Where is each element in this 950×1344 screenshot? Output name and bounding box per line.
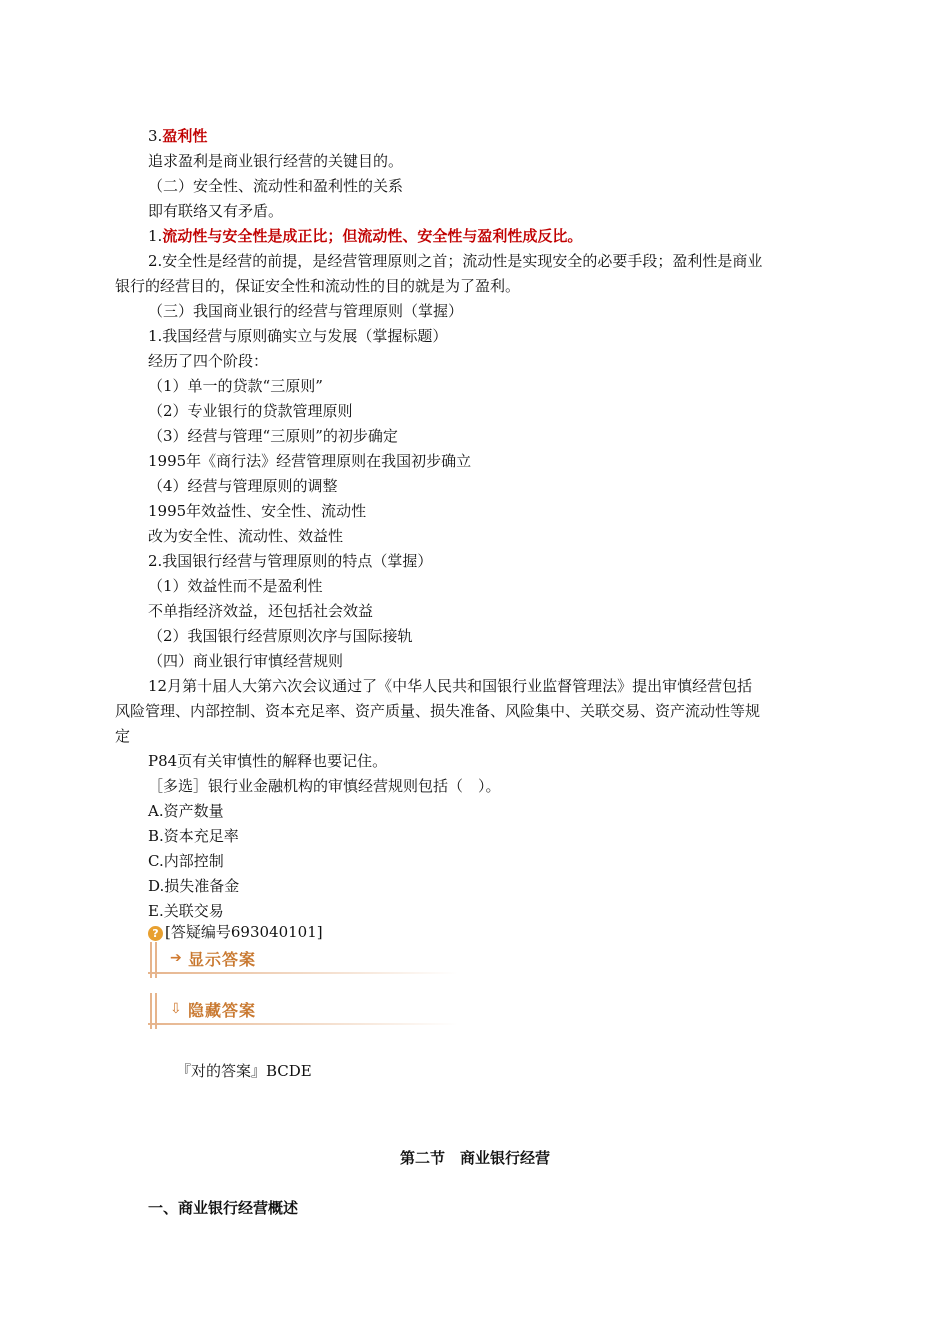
answer-id: [答疑编号693040101]: [165, 923, 323, 941]
text-line: 1995年效益性、安全性、流动性: [148, 502, 367, 520]
subsection-title: 一、商业银行经营概述: [148, 1199, 299, 1217]
text-line: （1）单一的贷款“三原则”: [148, 377, 323, 395]
text-line: （2）我国银行经营原则次序与国际接轨: [148, 627, 413, 645]
text-line: 风险管理、内部控制、资本充足率、资产质量、损失准备、风险集中、关联交易、资产流动性等规: [115, 702, 761, 720]
text-line: （1）效益性而不是盈利性: [148, 577, 323, 595]
text-line: 追求盈利是商业银行经营的关键目的。: [148, 152, 404, 170]
text-line: 银行的经营目的，保证安全性和流动性的目的就是为了盈利。: [115, 277, 521, 295]
show-answer-button[interactable]: [148, 942, 458, 978]
show-answer-label: 显示答案: [188, 950, 257, 969]
text-line: 即有联络又有矛盾。: [148, 202, 284, 220]
highlight-line: 1.流动性与安全性是成正比；但流动性、安全性与盈利性成反比。: [148, 227, 583, 245]
option-c: C.内部控制: [148, 852, 224, 870]
text-line: 经历了四个阶段：: [148, 352, 269, 370]
text-line: （2）专业银行的贷款管理原则: [148, 402, 353, 420]
text-line: 改为安全性、流动性、效益性: [148, 527, 344, 545]
text-line: 2.我国银行经营与管理原则的特点（掌握）: [148, 552, 433, 570]
section-title: 第二节 商业银行经营: [399, 1149, 550, 1167]
text-line: （4）经营与管理原则的调整: [148, 477, 338, 495]
text-line: 1.我国经营与原则确实立与发展（掌握标题）: [148, 327, 448, 345]
heading-profitability: 3.盈利性: [148, 127, 208, 145]
text-line: 不单指经济效益，还包括社会效益: [148, 602, 374, 620]
option-b: B.资本充足率: [148, 827, 239, 845]
text-line: （3）经营与管理“三原则”的初步确定: [148, 427, 398, 445]
text-line: 2.安全性是经营的前提，是经营管理原则之首；流动性是实现安全的必要手段；盈利性是商业: [148, 252, 763, 270]
correct-answer: 『对的答案』BCDE: [176, 1062, 312, 1080]
arrow-right-icon: ➔: [170, 950, 182, 966]
option-e: E.关联交易: [148, 902, 224, 920]
text-line: 定: [115, 727, 131, 745]
hide-answer-label: 隐藏答案: [188, 1001, 257, 1020]
text-line: 12月第十届人大第六次会议通过了《中华人民共和国银行业监督管理法》提出审慎经营包括: [148, 677, 753, 695]
question-stem: ［多选］银行业金融机构的审慎经营规则包括（ ）。: [148, 777, 501, 795]
text-line: （二）安全性、流动性和盈利性的关系: [148, 177, 404, 195]
text-line: （四）商业银行审慎经营规则: [148, 652, 344, 670]
text-line: P84页有关审慎性的解释也要记住。: [148, 752, 388, 770]
arrow-down-icon: ⇩: [170, 1001, 182, 1017]
text-line: （三）我国商业银行的经营与管理原则（掌握）: [148, 302, 464, 320]
hide-answer-button[interactable]: [148, 993, 458, 1029]
question-mark-icon: ?: [148, 926, 163, 941]
option-a: A.资产数量: [148, 802, 224, 820]
text-line: 1995年《商行法》经营管理原则在我国初步确立: [148, 452, 472, 470]
option-d: D.损失准备金: [148, 877, 240, 895]
